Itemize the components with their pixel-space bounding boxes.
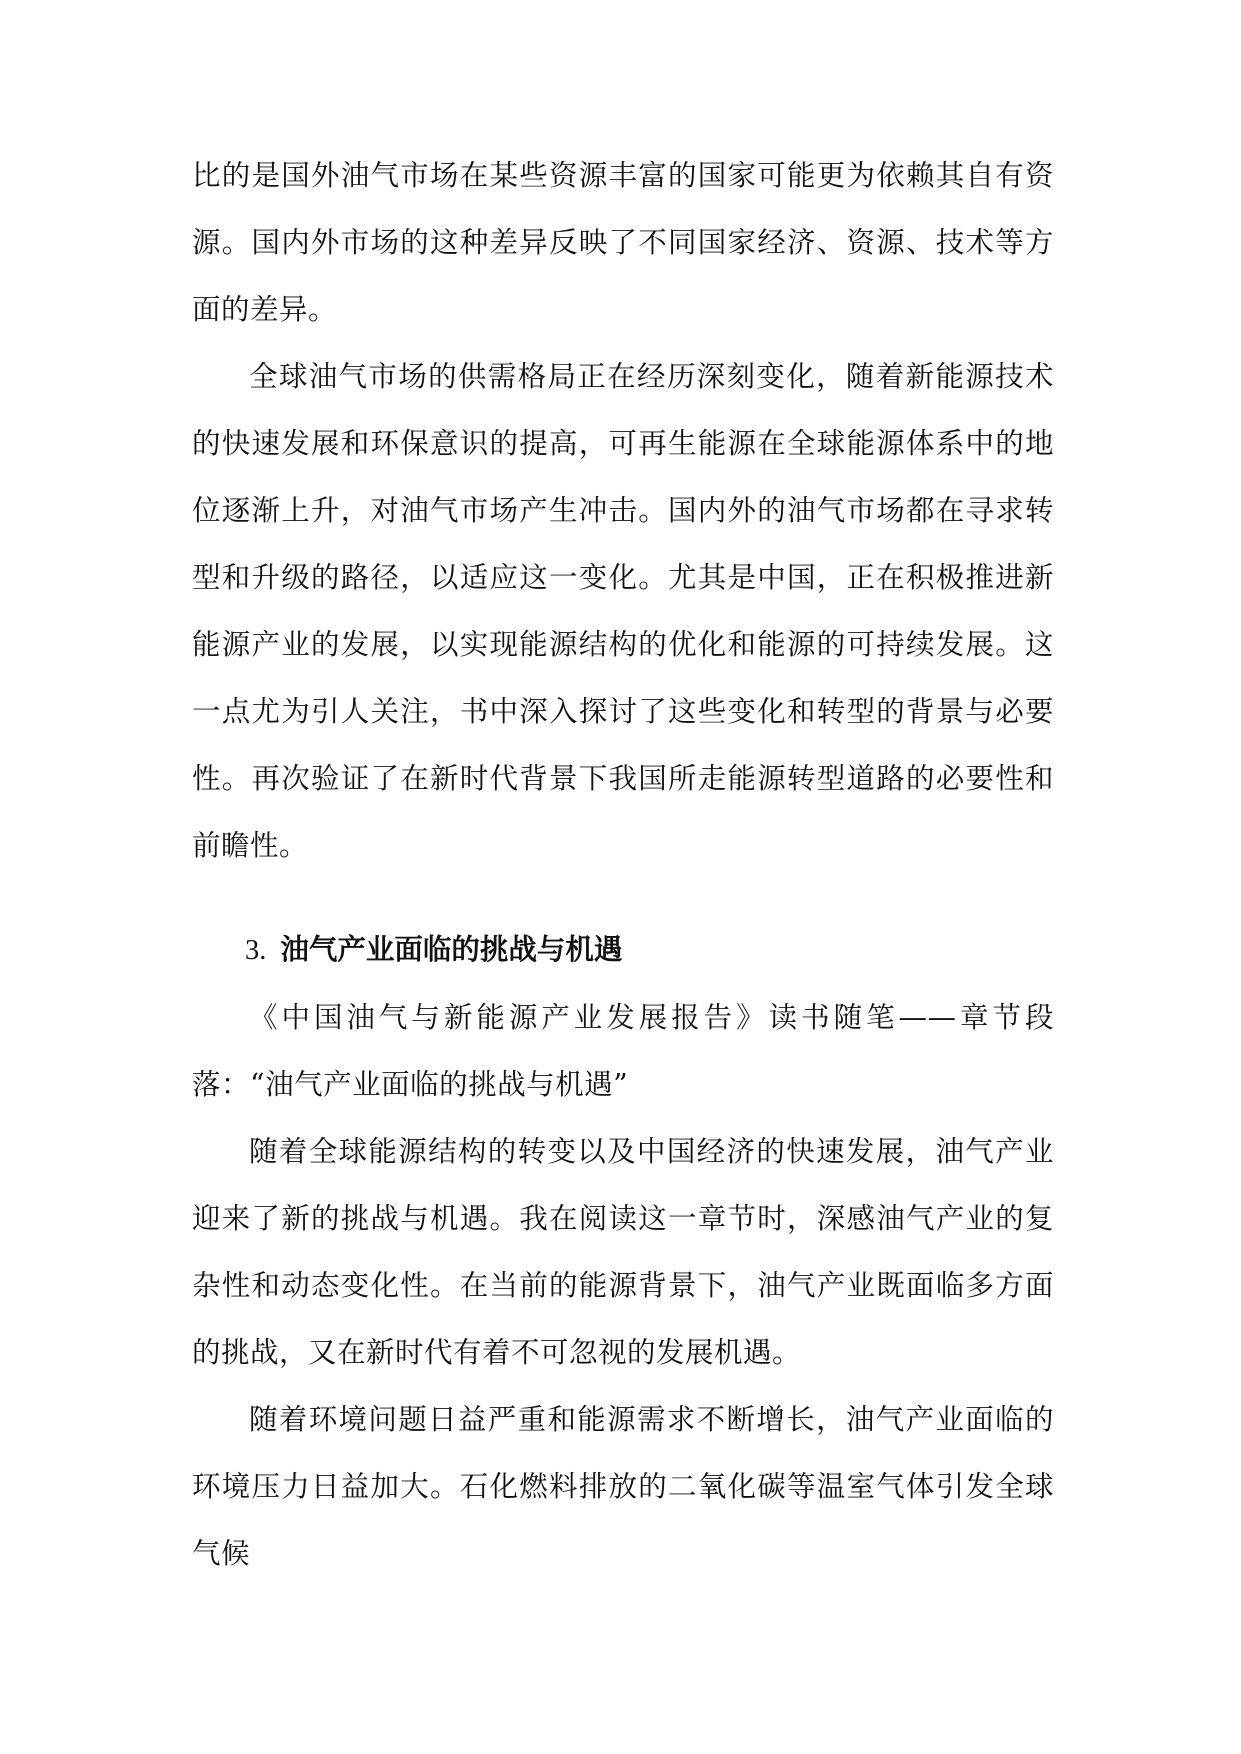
document-body: [192, 142, 1054, 1587]
paragraph-book-note: 《中国油气与新能源产业发展报告》读书随笔——章节段落：“油气产业面临的挑战与机遇”: [192, 1001, 1054, 1101]
section-title: 油气产业面临的挑战与机遇: [280, 933, 623, 966]
paragraph-challenges-intro: 随着全球能源结构的转变以及中国经济的快速发展，油气产业迎来了新的挑战与机遇。我在阅读这一章节时，深感油气产业的复杂性和动态变化性。在当前的能源背景下，油气产业既面临多方面的挑战，又在新时代有着不可忽视的发展机遇。: [192, 1135, 1054, 1369]
section-number: 3.: [245, 935, 267, 966]
paragraph-environment: 随着环境问题日益严重和能源需求不断增长，油气产业面临的环境压力日益加大。石化燃料排放的二氧化碳等温室气体引发全球气候: [192, 1403, 1054, 1570]
paragraph-global-market: 全球油气市场的供需格局正在经历深刻变化，随着新能源技术的快速发展和环保意识的提高，可再生能源在全球能源体系中的地位逐渐上升，对油气市场产生冲击。国内外的油气市场都在寻求转型和升级的路径，以适应这一变化。尤其是中国，正在积极推进新能源产业的发展，以实现能源结构的优化和能源的可持续发展。这一点尤为引人关注，书中深入探讨了这些变化和转型的背景与必要性。再次验证了在新时代背景下我国所走能源转型道路的必要性和前瞻性。: [192, 360, 1054, 862]
section-heading: [192, 916, 1054, 984]
paragraph-continuation: 比的是国外油气市场在某些资源丰富的国家可能更为依赖其自有资源。国内外市场的这种差异反映了不同国家经济、资源、技术等方面的差异。: [192, 159, 1054, 326]
